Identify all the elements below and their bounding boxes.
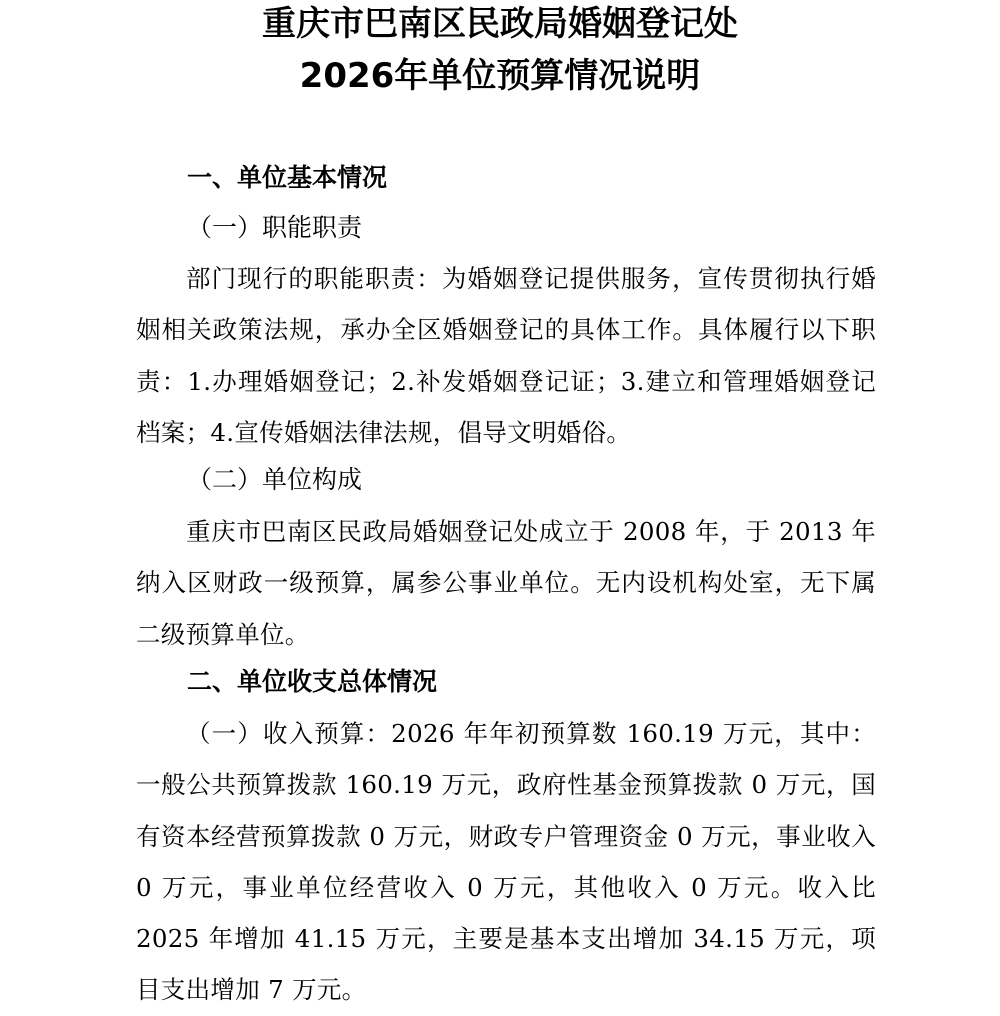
section-1-sub-2-paragraph: 重庆市巴南区民政局婚姻登记处成立于 2008 年，于 2013 年纳入区财政一级预算，属参公事业单位。无内设机构处室，无下属二级预算单位。 [136,517,876,649]
section-1-sub-2-heading: （二）单位构成 [187,465,363,494]
document-title-line-1: 重庆市巴南区民政局婚姻登记处 [262,4,738,44]
section-2-sub-1-paragraph: （一）收入预算：2026 年年初预算数 160.19 万元，其中：一般公共预算拨款 160.19 万元，政府性基金预算拨款 0 万元，国有资本经营预算拨款 0 万元，财政专户管理资金 0 万元，事业收入 0 万元，事业单位经营收入 0 万元，其他收入 0 万元。收入比 2025 年增加 41.15 万元，主要是基本支出增加 34.15 万元，项目支出增加 7 万元。 [136,719,876,1005]
section-1-sub-1-paragraph: 部门现行的职能职责：为婚姻登记提供服务，宣传贯彻执行婚姻相关政策法规，承办全区婚姻登记的具体工作。具体履行以下职责：1.办理婚姻登记；2.补发婚姻登记证；3.建立和管理婚姻登记档案；4.宣传婚姻法律法规，倡导文明婚俗。 [136,264,876,447]
section-1-sub-1-heading: （一）职能职责 [187,213,363,242]
section-1-heading: 一、单位基本情况 [187,163,388,192]
document-title-line-2: 2026年单位预算情况说明 [299,56,701,96]
section-2-heading: 二、单位收支总体情况 [187,667,438,696]
